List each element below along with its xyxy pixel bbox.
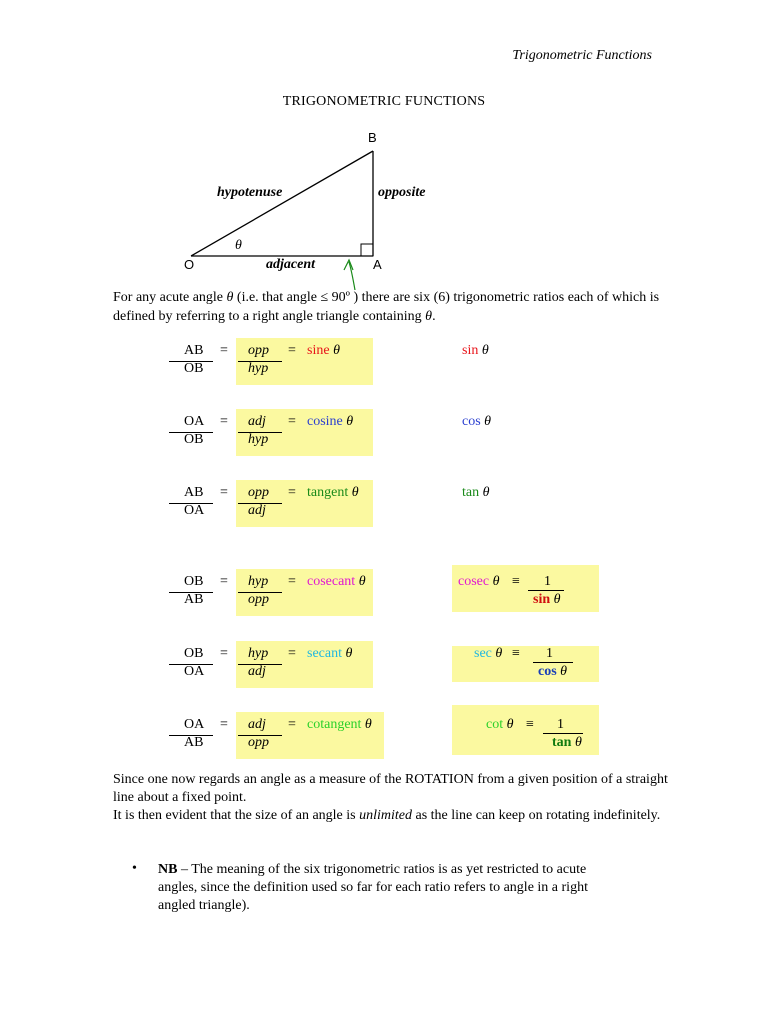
left-denominator: AB xyxy=(184,735,204,750)
box-denominator: adj xyxy=(248,664,266,679)
bullet-point: • xyxy=(132,861,137,876)
theta-symbol: θ xyxy=(484,414,492,429)
vertex-B-label: B xyxy=(368,130,377,145)
box-numerator: hyp xyxy=(248,646,269,661)
identity-sign: ≡ xyxy=(512,646,520,661)
function-name xyxy=(307,717,372,733)
left-numerator: OA xyxy=(184,717,205,732)
function-name xyxy=(307,574,366,590)
function-name-text: cotangent xyxy=(307,717,362,732)
reciprocal-numerator: 1 xyxy=(546,646,553,661)
equals-sign: = xyxy=(220,717,228,732)
theta-symbol: θ xyxy=(553,592,561,607)
equals-sign: = xyxy=(220,646,228,661)
left-denominator: AB xyxy=(184,592,204,607)
theta-label: θ xyxy=(235,238,242,253)
running-header: Trigonometric Functions xyxy=(512,48,652,63)
theta-symbol: θ xyxy=(495,646,503,661)
box-numerator: adj xyxy=(248,414,266,429)
equals-sign-2: = xyxy=(288,485,296,500)
theta-symbol: θ xyxy=(358,574,366,589)
box-numerator: opp xyxy=(248,343,269,358)
unlimited-paragraph: It is then evident that the size of an angle is unlimited as the line can keep on rotating indefinitely. xyxy=(113,808,661,823)
reciprocal-bar xyxy=(533,662,573,663)
function-name-text: sine xyxy=(307,343,330,358)
right-triangle-diagram xyxy=(0,0,768,290)
left-denominator: OA xyxy=(184,664,205,679)
function-name-text: tangent xyxy=(307,485,349,500)
reciprocal-numerator: 1 xyxy=(557,717,564,732)
function-abbrev-text: sec xyxy=(474,646,492,661)
hypotenuse-line xyxy=(191,151,373,256)
equals-sign-2: = xyxy=(288,343,296,358)
function-name-text: cosecant xyxy=(307,574,356,589)
nb-note: NB – The meaning of the six trigonometric ratios is as yet restricted to acute angles, since the definition used so far for each ratio refers to angle in a right angled triangle). xyxy=(158,862,588,913)
pointer-arrowhead xyxy=(344,260,353,270)
reciprocal-bar xyxy=(528,590,564,591)
equals-sign-2: = xyxy=(288,646,296,661)
reciprocal-numerator: 1 xyxy=(544,574,551,589)
function-abbrev xyxy=(474,646,502,662)
reciprocal-function: tan xyxy=(552,735,572,750)
box-denominator: opp xyxy=(248,592,269,607)
right-angle-marker xyxy=(361,244,373,256)
function-name xyxy=(307,646,352,662)
box-numerator: opp xyxy=(248,485,269,500)
function-abbrev xyxy=(462,414,491,430)
function-abbrev-text: sin xyxy=(462,343,479,358)
function-abbrev xyxy=(462,485,490,501)
equals-sign-2: = xyxy=(288,414,296,429)
vertex-A-label: A xyxy=(373,257,382,272)
function-abbrev-text: cot xyxy=(486,717,504,732)
function-name-text: cosine xyxy=(307,414,343,429)
left-denominator: OA xyxy=(184,503,205,518)
box-denominator: hyp xyxy=(248,432,269,447)
theta-symbol: θ xyxy=(506,717,514,732)
box-numerator: hyp xyxy=(248,574,269,589)
left-numerator: OA xyxy=(184,414,205,429)
hypotenuse-label: hypotenuse xyxy=(217,185,283,200)
pointer-arrow xyxy=(349,262,356,290)
reciprocal-denominator xyxy=(538,664,567,680)
left-numerator: OB xyxy=(184,646,204,661)
theta-symbol: θ xyxy=(560,664,568,679)
equals-sign-2: = xyxy=(288,717,296,732)
theta-symbol: θ xyxy=(345,646,353,661)
function-name-text: secant xyxy=(307,646,342,661)
equals-sign: = xyxy=(220,414,228,429)
function-name xyxy=(307,343,340,359)
function-abbrev-text: tan xyxy=(462,485,480,500)
theta-symbol: θ xyxy=(574,735,582,750)
reciprocal-bar xyxy=(543,733,583,734)
function-name xyxy=(307,485,359,501)
theta-symbol: θ xyxy=(333,343,340,358)
identity-sign: ≡ xyxy=(526,717,534,732)
theta-symbol: θ xyxy=(481,343,489,358)
reciprocal-denominator xyxy=(533,592,561,608)
function-abbrev-text: cosec xyxy=(458,574,490,589)
theta-symbol: θ xyxy=(492,574,500,589)
equals-sign: = xyxy=(220,343,228,358)
reciprocal-function: cos xyxy=(538,664,557,679)
function-abbrev xyxy=(458,574,499,590)
equals-sign: = xyxy=(220,574,228,589)
opposite-label: opposite xyxy=(378,185,426,200)
theta-symbol: θ xyxy=(351,485,359,500)
left-numerator: AB xyxy=(184,485,204,500)
page-title: TRIGONOMETRIC FUNCTIONS xyxy=(282,94,486,109)
adjacent-label: adjacent xyxy=(266,257,315,272)
reciprocal-denominator xyxy=(552,735,582,751)
box-denominator: hyp xyxy=(248,361,269,376)
box-denominator: opp xyxy=(248,735,269,750)
function-name xyxy=(307,414,353,430)
function-abbrev xyxy=(486,717,514,733)
theta-symbol: θ xyxy=(346,414,354,429)
left-numerator: OB xyxy=(184,574,204,589)
vertex-O-label: O xyxy=(184,257,195,272)
identity-sign: ≡ xyxy=(512,574,520,589)
reciprocal-function: sin xyxy=(533,592,551,607)
theta-symbol: θ xyxy=(482,485,490,500)
left-denominator: OB xyxy=(184,432,204,447)
rotation-paragraph: Since one now regards an angle as a measure of the ROTATION from a given position of a straight line about a fixed point. xyxy=(113,772,668,805)
intro-paragraph: For any acute angle θ (i.e. that angle ≤ 90º ) there are six (6) trigonometric ratios each of which is defined by referring to a right angle triangle containing θ. xyxy=(113,290,660,324)
equals-sign-2: = xyxy=(288,574,296,589)
theta-symbol: θ xyxy=(364,717,372,732)
box-denominator: adj xyxy=(248,503,266,518)
left-denominator: OB xyxy=(184,361,204,376)
function-abbrev xyxy=(462,343,489,359)
box-numerator: adj xyxy=(248,717,266,732)
function-abbrev-text: cos xyxy=(462,414,481,429)
equals-sign: = xyxy=(220,485,228,500)
left-numerator: AB xyxy=(184,343,204,358)
